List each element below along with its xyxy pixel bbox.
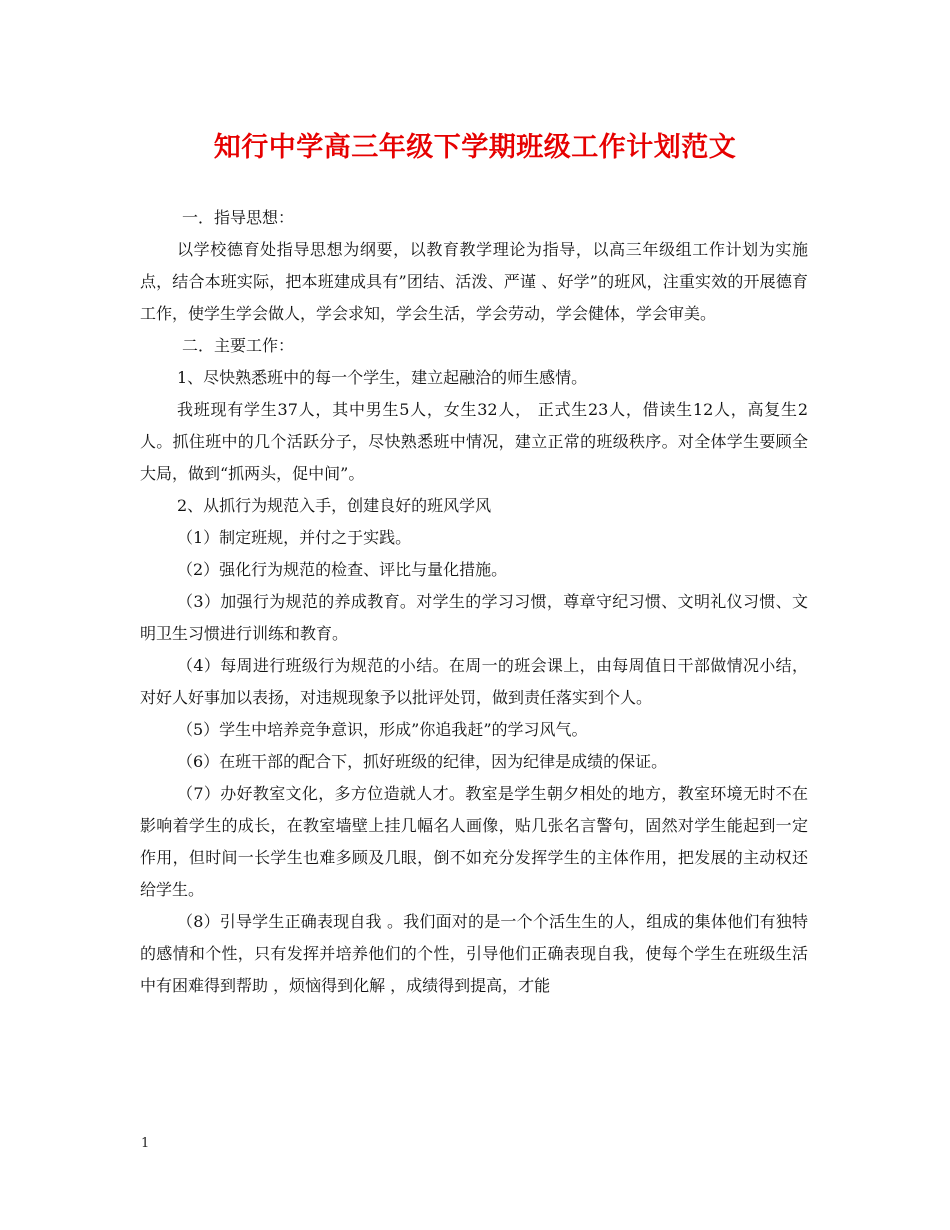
list-item-1: （1）制定班规，并付之于实践。 (177, 528, 412, 547)
list-item-8: （8）引导学生正确表现自我 。我们面对的是一个个活生生的人，组成的集体他们有独特的感情和个性，只有发挥并培养他们的个性，引导他们正确表现自我，使每个学生在班级生活中有困难得到帮助 ，烦恼得到化解 ，成绩得到提高，才能 (140, 912, 808, 995)
page-number: 1 (141, 1136, 150, 1151)
item-heading-1: 1、尽快熟悉班中的每一个学生，建立起融洽的师生感情。 (177, 368, 588, 387)
document-body (140, 202, 808, 1002)
list-item-7: （7）办好教室文化，多方位造就人才。教室是学生朝夕相处的地方，教室环境无时不在影响着学生的成长，在教室墙壁上挂几幅名人画像，贴几张名言警句，固然对学生能起到一定作用，但时间一长学生也难多顾及几眼，倒不如充分发挥学生的主体作用，把发展的主动权还给学生。 (140, 784, 808, 899)
list-item-4: （4）每周进行班级行为规范的小结。在周一的班会课上，由每周值日干部做情况小结，对好人好事加以表扬，对违规现象予以批评处罚，做到责任落实到个人。 (140, 656, 808, 707)
item-heading-2: 2、从抓行为规范入手，创建良好的班风学风 (177, 496, 492, 515)
list-item-5: （5）学生中培养竞争意识，形成”你追我赶”的学习风气。 (177, 720, 588, 739)
document-title: 知行中学高三年级下学期班级工作计划范文 (213, 132, 737, 163)
paragraph-guiding-ideology: 以学校德育处指导思想为纲要，以教育教学理论为指导，以高三年级组工作计划为实施点，结合本班实际，把本班建成具有”团结、活泼、严谨 、好学”的班风，注重实效的开展德育工作，使学生学会做人，学会求知，学会生活，学会劳动，学会健体，学会审美。 (140, 240, 808, 323)
paragraph-class-info: 我班现有学生37人，其中男生5人，女生32人， 正式生23人，借读生12人，高复生2人。抓住班中的几个活跃分子，尽快熟悉班中情况，建立正常的班级秩序。对全体学生要顾全大局，做到“抓两头，促中间”。 (140, 400, 808, 483)
list-item-3: （3）加强行为规范的养成教育。对学生的学习习惯，尊章守纪习惯、文明礼仪习惯、文明卫生习惯进行训练和教育。 (140, 592, 808, 643)
list-item-6: （6）在班干部的配合下，抓好班级的纪律，因为纪律是成绩的保证。 (177, 752, 668, 771)
section-heading-guiding-ideology: 一．指导思想： (182, 208, 295, 227)
section-heading-main-work: 二．主要工作： (182, 336, 295, 355)
list-item-2: （2）强化行为规范的检查、评比与量化措施。 (177, 560, 508, 579)
